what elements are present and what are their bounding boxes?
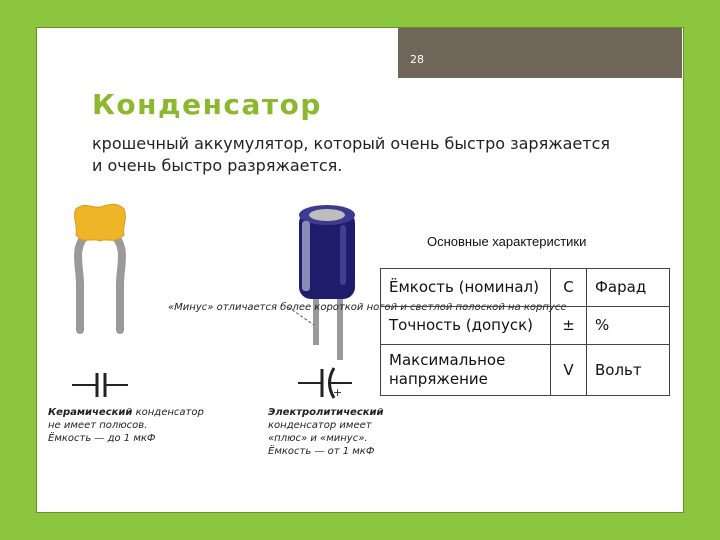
electrolytic-caption-line4: Ёмкость — от 1 мкФ (268, 446, 375, 457)
electrolytic-caption-name: Электролитический (268, 407, 384, 418)
row-name: Точность (допуск) (381, 307, 551, 345)
row-name: Максимальное напряжение (381, 345, 551, 396)
slide-number-tab (398, 28, 682, 78)
electrolytic-caption-line2: конденсатор имеет (268, 420, 372, 431)
minus-note: «Минус» отличается более короткой ногой и светлой полоской на корпусе (168, 302, 567, 313)
ceramic-caption-line3: Ёмкость — до 1 мкФ (48, 433, 156, 444)
electrolytic-caption-line3: «плюс» и «минус». (268, 433, 368, 444)
ceramic-body (75, 204, 126, 241)
row-unit: % (587, 307, 670, 345)
electrolytic-highlight (340, 225, 346, 285)
slide-subtitle: крошечный аккумулятор, который очень быстро заряжается и очень быстро разряжается. (92, 134, 610, 175)
row-symbol: V (551, 345, 587, 396)
row-unit: Вольт (587, 345, 670, 396)
slide-title: Конденсатор (92, 88, 322, 121)
ceramic-leg-right (112, 233, 122, 330)
row-symbol: C (551, 269, 587, 307)
electrolytic-caption (268, 406, 384, 458)
electrolytic-top-cap (309, 209, 345, 221)
ceramic-caption (48, 406, 204, 445)
ceramic-caption-name: Керамический (48, 407, 133, 418)
table-row (381, 307, 670, 345)
slide-number: 28 (410, 53, 424, 66)
plus-sign: + (333, 386, 343, 399)
table-row (381, 269, 670, 307)
characteristics-table (380, 268, 670, 396)
ceramic-leg-left (78, 233, 88, 330)
row-unit: Фарад (587, 269, 670, 307)
table-row (381, 345, 670, 396)
row-symbol: ± (551, 307, 587, 345)
row-name: Ёмкость (номинал) (381, 269, 551, 307)
characteristics-heading: Основные характеристики (427, 234, 587, 249)
electrolytic-stripe (302, 221, 310, 291)
ceramic-caption-name-rest: конденсатор (132, 407, 204, 418)
ceramic-caption-line2: не имеет полюсов. (48, 420, 148, 431)
